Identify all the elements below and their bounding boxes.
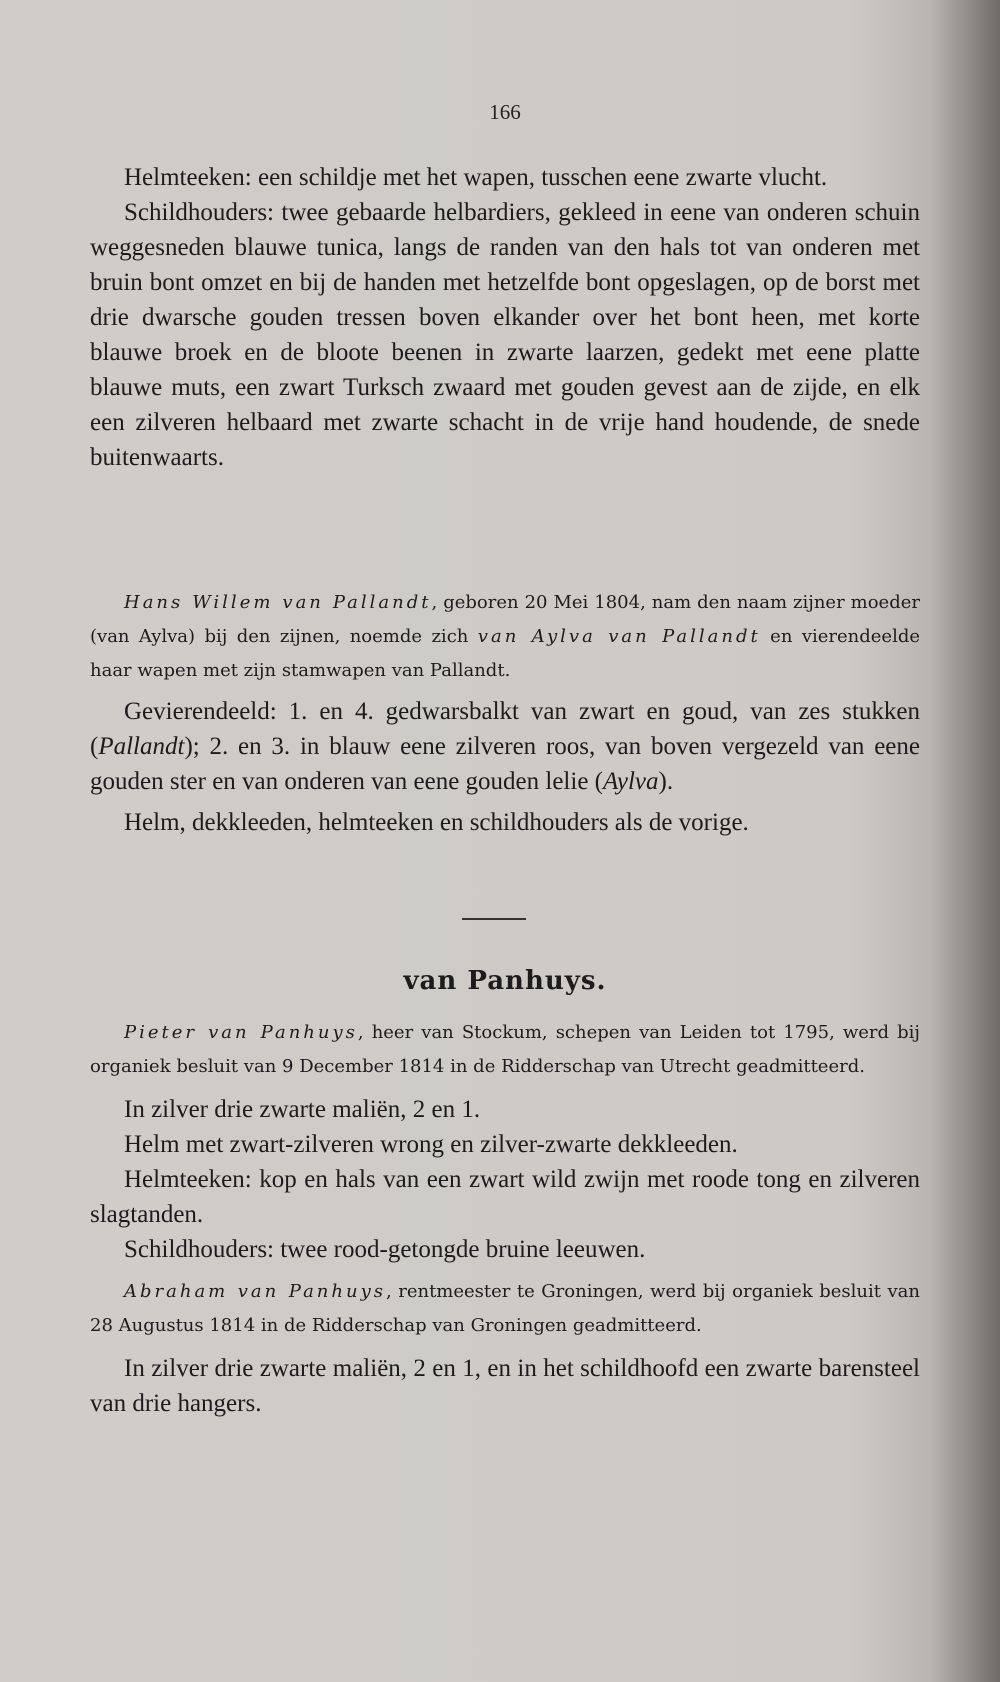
section-pallandt-arms	[90, 160, 920, 475]
paragraph-pieter	[90, 1016, 920, 1084]
person-name: Pieter van Panhuys	[124, 1022, 358, 1043]
paragraph-schildhouders-leeuwen: Schildhouders: twee rood-getongde bruine leeuwen.	[124, 1236, 646, 1263]
italic-term: Aylva	[603, 768, 659, 795]
paragraph-text: en vierendeelde haar wapen met zijn stamwapen van Pallandt.	[90, 626, 921, 681]
person-name: Abraham van Panhuys	[124, 1281, 386, 1302]
paragraph-text: ).	[658, 768, 674, 795]
paragraph-wapen-barensteel: In zilver drie zwarte maliën, 2 en 1, en in het schildhoofd een zwarte barensteel van drie hangers.	[90, 1355, 920, 1417]
paragraph-schildhouders: Schildhouders: twee gebaarde helbardiers, gekleed in eene van onderen schuin weggesneden blauwe tunica, langs de randen van den hals tot van onderen met bruin bont omzet en bij de handen met hetzelfde bont opgeslagen, op de borst met drie dwarsche gouden tressen boven elkander over het bont heen, met korte blauwe broek en de bloote beenen in zwarte laarzen, gedekt met eene platte blauwe muts, een zwart Turksch zwaard met gouden gevest aan de zijde, en elk een zilveren helbaard met zwarte schacht in de vrije hand houdende, de snede buitenwaarts.	[90, 199, 920, 471]
paragraph-text: , heer van Stockum, schepen van Leiden tot 1795, werd bij organiek besluit van 9 December 1814 in de Ridderschap van Utrecht geadmitteerd.	[90, 1022, 920, 1077]
paragraph-helmteeken: Helmteeken: een schildje met het wapen, tusschen eene zwarte vlucht.	[124, 164, 828, 191]
paragraph-helm-wrong: Helm met zwart-zilveren wrong en zilver-zwarte dekkleeden.	[124, 1131, 738, 1158]
person-name: Hans Willem van Pallandt	[124, 592, 432, 613]
person-name: van Aylva van Pallandt	[477, 626, 761, 647]
paragraph-wapen: In zilver drie zwarte maliën, 2 en 1.	[124, 1096, 481, 1123]
paragraph-hans-willem	[90, 586, 920, 688]
section-van-aylva-van-pallandt	[90, 586, 920, 840]
page-number: 166	[489, 100, 521, 124]
paragraph-helmteeken-zwijn: Helmteeken: kop en hals van een zwart wild zwijn met roode tong en zilveren slagtanden.	[90, 1166, 920, 1228]
italic-term: Pallandt	[98, 733, 185, 760]
section-heading: van Panhuys.	[403, 966, 607, 996]
paragraph-text: ); 2. en 3. in blauw eene zilveren roos, van boven vergezeld van eene gouden ster en van onderen van eene gouden lelie (	[90, 733, 920, 795]
paragraph-text: Gevierendeeld: 1. en 4. gedwarsbalkt van zwart en goud, van zes stukken (	[90, 698, 920, 760]
paragraph-abraham	[90, 1275, 920, 1343]
paragraph-gevierendeeld	[90, 694, 920, 799]
paragraph-helm: Helm, dekkleeden, helmteeken en schildhouders als de vorige.	[124, 809, 749, 836]
paragraph-text: , rentmeester te Groningen, werd bij organiek besluit van 28 Augustus 1814 in de Ridderschap van Groningen geadmitteerd.	[90, 1281, 920, 1336]
paragraph-text: , geboren 20 Mei 1804, nam den naam zijner moeder (van Aylva) bij den zijnen, noemde zich	[90, 592, 920, 647]
section-divider	[462, 918, 526, 920]
section-van-panhuys	[90, 1016, 920, 1421]
